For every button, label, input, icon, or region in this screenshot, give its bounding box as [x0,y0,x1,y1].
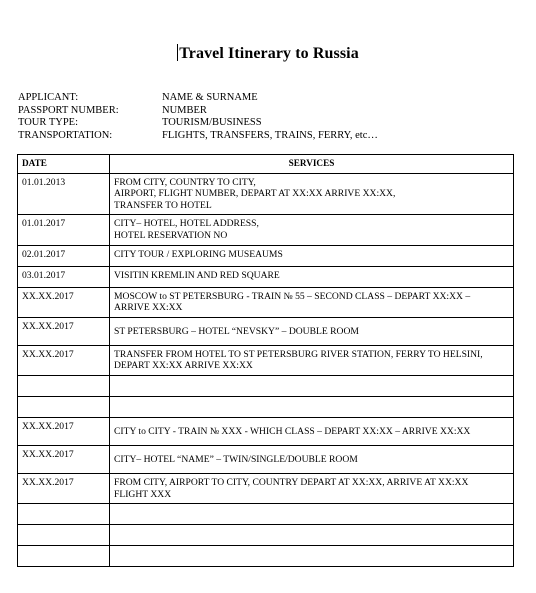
services-cell [110,445,514,473]
table-row [18,287,514,317]
services-cell [110,215,514,245]
table-row [18,345,514,375]
date-cell: XX.XX.2017 [18,317,110,345]
info-label: TRANSPORTATION: [18,129,113,141]
services-cell [110,375,514,396]
info-row-tour-type [18,117,378,130]
document-title [0,44,536,63]
services-line: CITY to CITY - TRAIN № XXX - WHICH CLASS – DEPART XX:XX – ARRIVE XX:XX [114,425,471,437]
info-value: NUMBER [162,104,207,116]
info-label: PASSPORT NUMBER: [18,104,119,116]
table-row [18,504,514,525]
date-cell: 01.01.2017 [18,215,110,245]
table-row [18,375,514,396]
services-cell [110,525,514,546]
itinerary-rows [18,173,514,567]
services-cell [110,417,514,445]
services-cell [110,317,514,345]
info-value: TOURISM/BUSINESS [162,117,262,129]
date-cell [18,396,110,417]
itinerary-table [17,154,514,567]
date-cell: XX.XX.2017 [18,287,110,317]
date-cell: 01.01.2013 [18,173,110,215]
info-row-passport [18,105,378,118]
table-row [18,215,514,245]
services-line: FROM CITY, COUNTRY TO CITY, [114,176,256,188]
services-cell [110,245,514,266]
info-row-transportation [18,130,378,143]
services-cell [110,345,514,375]
date-cell [18,375,110,396]
services-line: ST PETERSBURG – HOTEL “NEVSKY” – DOUBLE ROOM [114,325,359,337]
table-row [18,173,514,215]
table-row [18,396,514,417]
services-line: CITY– HOTEL “NAME” – TWIN/SINGLE/DOUBLE ROOM [114,453,358,465]
services-line: FROM CITY, AIRPORT TO CITY, COUNTRY DEPART AT XX:XX, ARRIVE AT XX:XX [114,476,469,488]
services-cell [110,287,514,317]
date-cell: 02.01.2017 [18,245,110,266]
date-cell: XX.XX.2017 [18,345,110,375]
date-cell [18,504,110,525]
table-row [18,546,514,567]
services-line: DEPART XX:XX ARRIVE XX:XX [114,360,253,372]
date-cell: XX.XX.2017 [18,417,110,445]
services-line: FLIGHT XXX [114,488,172,500]
date-cell: XX.XX.2017 [18,473,110,503]
date-cell: XX.XX.2017 [18,445,110,473]
table-row [18,266,514,287]
document-title-text: Travel Itinerary to Russia [179,45,359,62]
services-cell [110,173,514,215]
table-row [18,445,514,473]
info-label: APPLICANT: [18,92,79,103]
services-line: HOTEL RESERVATION NO [114,229,228,241]
services-line: TRANSFER TO HOTEL [114,199,212,211]
info-label: TOUR TYPE: [18,117,78,129]
services-line: CITY TOUR / EXPLORING MUSEAUMS [114,248,283,260]
table-header-row [18,155,514,174]
table-row [18,525,514,546]
services-cell [110,266,514,287]
services-column-header: SERVICES [110,155,514,174]
date-column-header: DATE [18,155,110,174]
services-cell [110,546,514,567]
date-cell: 03.01.2017 [18,266,110,287]
services-cell [110,396,514,417]
services-cell [110,473,514,503]
services-cell [110,504,514,525]
services-line: AIRPORT, FLIGHT NUMBER, DEPART AT XX:XX ARRIVE XX:XX, [114,188,396,200]
info-value: NAME & SURNAME [162,92,258,103]
services-line: TRANSFER FROM HOTEL TO ST PETERSBURG RIVER STATION, FERRY TO HELSINI, [114,348,483,360]
services-line: ARRIVE XX:XX [114,302,183,314]
table-row [18,317,514,345]
table-row [18,245,514,266]
services-line: MOSCOW to ST PETERSBURG - TRAIN № 55 – SECOND CLASS – DEPART XX:XX – [114,290,471,302]
date-cell [18,525,110,546]
info-value: FLIGHTS, TRANSFERS, TRAINS, FERRY, etc… [162,129,378,141]
services-line: CITY– HOTEL, HOTEL ADDRESS, [114,218,259,230]
applicant-info [18,92,378,142]
info-row-applicant [18,92,378,105]
services-line: VISITIN KREMLIN AND RED SQUARE [114,269,280,281]
date-cell [18,546,110,567]
table-row [18,417,514,445]
table-row [18,473,514,503]
